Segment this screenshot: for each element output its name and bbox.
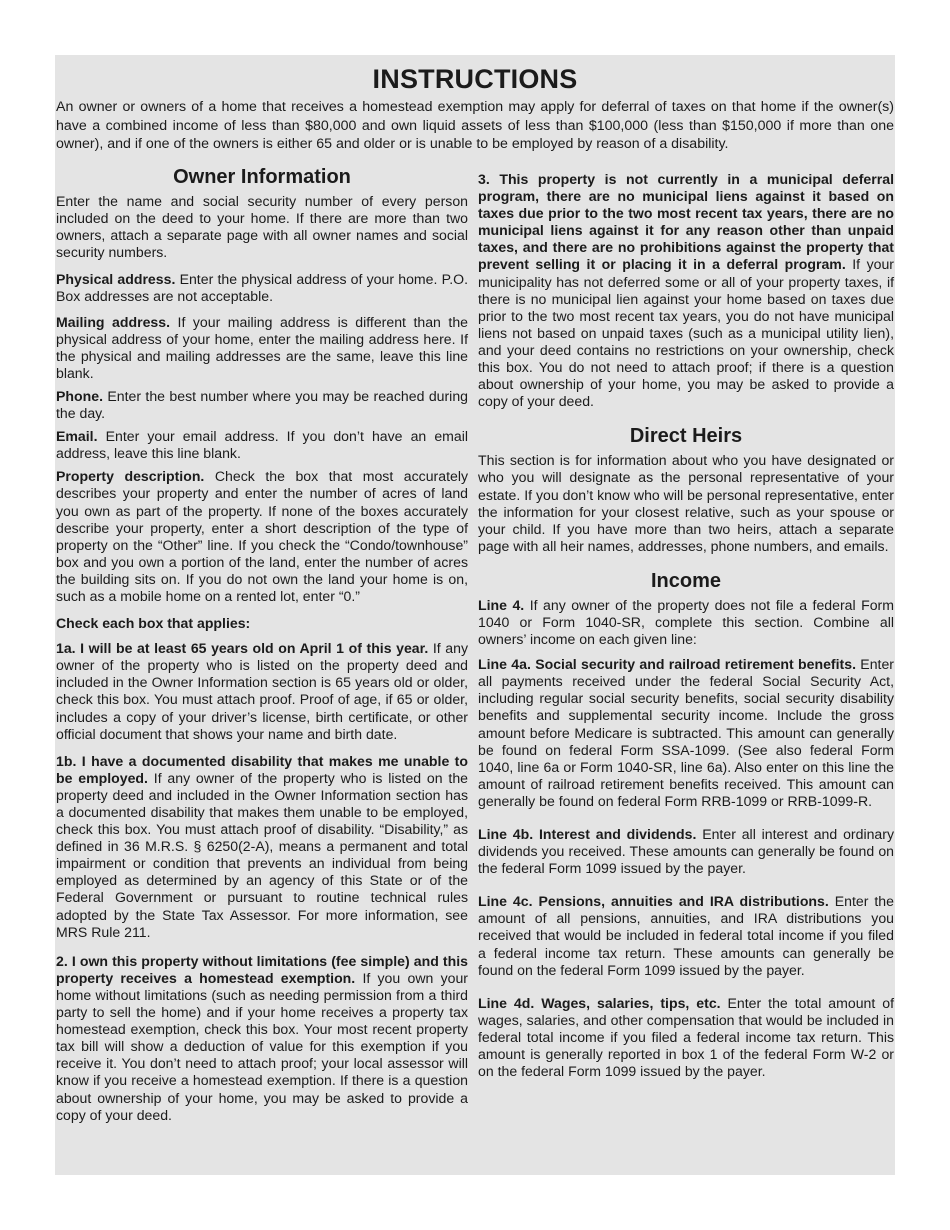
item-1b-instruction bbox=[56, 753, 468, 941]
item-2-instruction bbox=[56, 953, 468, 1124]
line-4-instruction bbox=[478, 597, 894, 648]
line-4-label: Line 4. bbox=[478, 596, 525, 613]
line-4c-text: Enter the amount of all pensions, annuities, and IRA distributions you received that would be included in federal total income if you filed a federal income tax return. These amounts can generally be found on the federal Form 1099 issued by the payer. bbox=[478, 893, 894, 978]
line-4b-instruction bbox=[478, 826, 894, 877]
line-4d-label: Line 4d. Wages, salaries, tips, etc. bbox=[478, 994, 721, 1011]
phone-label: Phone. bbox=[56, 387, 103, 404]
mailing-address-text: If your mailing address is different than the physical address of your home, enter the mailing address here. If the physical and mailing addresses are the same, leave this line blank. bbox=[56, 313, 469, 381]
phone-instruction bbox=[56, 388, 468, 422]
left-column bbox=[56, 165, 468, 1130]
line-4a-instruction bbox=[478, 656, 894, 810]
item-3-text: If your municipality has not deferred some or all of your property taxes, if there is no municipal lien against your home based on taxes due prior to the two most recent tax years, you do not have municipal liens not based on unpaid taxes (such as a municipal utility lien), and your deed contains no restrictions on your ownership, check this box. You do not need to attach proof; if there is a question about ownership of your home, you may be asked to provide a copy of your deed. bbox=[478, 256, 894, 410]
item-1a-instruction bbox=[56, 640, 468, 743]
item-1b-label: 1b. I have a documented disability that makes me unable to be employed. bbox=[56, 752, 468, 786]
physical-address-instruction bbox=[56, 271, 468, 305]
email-instruction bbox=[56, 428, 468, 462]
line-4-text: If any owner of the property does not file a federal Form 1040 or Form 1040-SR, complete this section. Combine all owners’ income on each given line: bbox=[478, 596, 894, 648]
physical-address-text: Enter the physical address of your home. P.O. Box addresses are not acceptable. bbox=[56, 271, 468, 305]
owner-intro: Enter the name and social security number of every person included on the deed to your home. If there are more than two owners, attach a separate page with all owner names and social security numbers. bbox=[56, 193, 468, 261]
mailing-address-instruction bbox=[56, 314, 468, 382]
intro-paragraph: An owner or owners of a home that receives a homestead exemption may apply for deferral of taxes on that home if the owner(s) have a combined income of less than $80,000 and own liquid assets of less than $100,000 (less than $150,000 if more than one owner), and if one of the owners is either 65 and older or is unable to be employed by reason of a disability. bbox=[56, 99, 894, 153]
line-4b-text: Enter all interest and ordinary dividends you received. These amounts can generally be found on the federal Form 1099 issued by the payer. bbox=[478, 826, 894, 877]
item-3-label: 3. This property is not currently in a municipal deferral program, there are no municipal liens against it based on taxes due prior to the two most recent tax years, there are no municipal liens against it for any reason other than unpaid taxes, and there are no prohibitions against the property that prevent selling it or placing it in a deferral program. bbox=[478, 171, 894, 273]
line-4c-instruction bbox=[478, 893, 894, 978]
phone-text: Enter the best number where you may be reached during the day. bbox=[56, 387, 468, 422]
physical-address-label: Physical address. bbox=[56, 271, 176, 288]
right-column bbox=[478, 171, 894, 1086]
check-boxes-heading: Check each box that applies: bbox=[56, 615, 251, 632]
line-4d-instruction bbox=[478, 995, 894, 1080]
line-4a-label: Line 4a. Social security and railroad retirement benefits. bbox=[478, 656, 856, 673]
line-4c-label: Line 4c. Pensions, annuities and IRA distributions. bbox=[478, 893, 829, 910]
item-2-label: 2. I own this property without limitations (fee simple) and this property receives a homestead exemption. bbox=[56, 952, 468, 986]
page-title: INSTRUCTIONS bbox=[372, 64, 578, 94]
line-4d-text: Enter the total amount of wages, salaries, and other compensation that would be included in federal total income if you filed a federal income tax return. This amount is generally reported in box 1 of the federal Form W-2 or on the federal Form 1099 issued by the payer. bbox=[478, 994, 894, 1080]
direct-heirs-heading: Direct Heirs bbox=[629, 425, 743, 448]
property-description-label: Property description. bbox=[56, 468, 205, 485]
owner-information-heading: Owner Information bbox=[173, 166, 351, 188]
property-description-text: Check the box that most accurately describes your property and enter the number of acres of land you own as part of the property. If none of the boxes accurately describe your property, enter a short description of the type of property on the “Other” line. If you check the “Condo/townhouse” box and you own a portion of the land, enter the number of acres the building sits on. If you do not own the land your home is on, such as a mobile home on a rented lot, enter “0.” bbox=[56, 468, 469, 604]
item-1b-text: If any owner of the property who is listed on the property deed and included in the Owner Information section has a documented disability that makes them unable to be employed, check this box. You must attach proof of disability. “Disability,” as defined in 36 M.R.S. § 6250(2-A), means a permanent and total impairment or condition that prevents an individual from being employed as determined by an agency of this State or of the Federal Government or pursuant to routine technical rules adopted by the State Tax Assessor. For more information, see MRS Rule 211. bbox=[56, 769, 469, 940]
line-4b-label: Line 4b. Interest and dividends. bbox=[478, 826, 697, 842]
item-3-instruction bbox=[478, 171, 894, 410]
income-heading: Income bbox=[650, 569, 722, 592]
mailing-address-label: Mailing address. bbox=[56, 313, 171, 330]
line-4a-text: Enter all payments received under the federal Social Security Act, including regular social security benefits, social security disability benefits and supplemental security income. Include the gross amount before Medicare is subtracted. This amount can generally be found on federal Form SSA-1099. (See also federal Form 1040, line 6a or Form 1040-SR, line 6a). Also enter on this line the amount of railroad retirement benefits received. This amount can generally be found on federal Form RRB-1099 or RRB-1099-R. bbox=[478, 656, 894, 809]
item-2-text: If you own your home without limitations (such as needing permission from a third party to sell the home) and if your home receives a property tax homestead exemption, check this box. Your most recent property tax bill will show a deduction of value for this exemption if you receive it. You don’t need to attach proof; your local assessor will know if you receive a homestead exemption. If there is a question about ownership of your home, you may be asked to provide a copy of your deed. bbox=[56, 969, 468, 1123]
item-1a-label: 1a. I will be at least 65 years old on April 1 of this year. bbox=[56, 640, 429, 657]
item-1a-text: If any owner of the property who is listed on the property deed and included in the Owner Information section is 65 years old or older, check this box. You must attach proof. Proof of age, if 65 or older, includes a copy of your driver’s license, birth certificate, or other official document that shows your name and birth date. bbox=[56, 640, 469, 742]
direct-heirs-text: This section is for information about who you have designated or who you will designate as the personal representative of your estate. If you don’t know who will be personal representative, enter the information for your closest relative, such as your spouse or your child. If you have more than two heirs, attach a separate page with all heir names, addresses, phone numbers, and emails. bbox=[478, 452, 894, 554]
email-label: Email. bbox=[56, 428, 98, 445]
property-description-instruction bbox=[56, 468, 468, 605]
email-text: Enter your email address. If you don’t have an email address, leave this line blank. bbox=[56, 428, 468, 462]
